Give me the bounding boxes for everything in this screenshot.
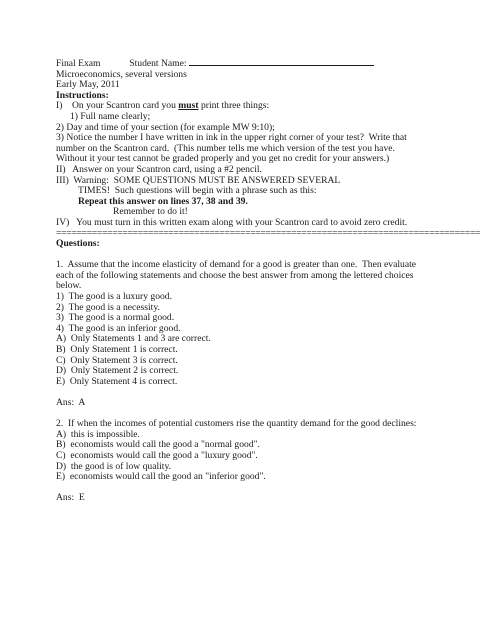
q1-choice-d: D) Only Statement 2 is correct.	[56, 365, 179, 377]
q1-choice-e: E) Only Statement 4 is correct.	[56, 375, 178, 387]
q2-stem: 2. If when the incomes of potential customers rise the quantity demand for the good declines:	[56, 418, 417, 430]
q2-choice-d: D) the good is of low quality.	[56, 460, 172, 472]
instruction-4: IV) You must turn in this written exam along with your Scantron card to avoid zero credit.	[56, 216, 408, 228]
must-emphasis: must	[178, 100, 199, 112]
q2-choice-b: B) economists would call the good a "normal good".	[56, 439, 260, 451]
date-line: Early May, 2011	[56, 79, 120, 91]
q2-choice-e: E) economists would call the good an "inferior good".	[56, 471, 266, 483]
q1-statement-2: 2) The good is a necessity.	[56, 301, 160, 313]
instruction-1-item-1: 1) Full name clearly;	[70, 110, 151, 122]
separator-line: ===================================================================================	[56, 227, 480, 239]
instruction-1-item-3b: number on the Scantron card. (This number tells me which version of the test you have.	[56, 142, 395, 154]
q1-answer: Ans: A	[56, 397, 86, 408]
instruction-1-item-2: 2) Day and time of your section (for example MW 9:10);	[56, 121, 275, 133]
q1-stem-c: below.	[56, 280, 82, 292]
instruction-3-remember: Remember to do it!	[113, 206, 188, 218]
q1-statement-4: 4) The good is an inferior good.	[56, 322, 181, 334]
q1-statement-3: 3) The good is a normal good.	[56, 312, 175, 324]
q2-choice-c: C) economists would call the good a "luxury good".	[56, 449, 258, 461]
q1-choice-b: B) Only Statement 1 is correct.	[56, 344, 178, 356]
q1-stem-b: each of the following statements and choose the best answer from among the lettered choices	[56, 269, 414, 281]
q1-stem-a: 1. Assume that the income elasticity of demand for a good is greater than one. Then evaluate	[56, 259, 417, 271]
student-name-blank	[189, 57, 374, 66]
instruction-2: II) Answer on your Scantron card, using a #2 pencil.	[56, 163, 262, 175]
instruction-1-item-3c: Without it your test cannot be graded properly and you get no credit for your answers.)	[56, 153, 390, 165]
instruction-1-prefix: I) On your Scantron card you	[56, 100, 179, 112]
q1-choice-c: C) Only Statement 3 is correct.	[56, 354, 178, 366]
exam-content	[56, 57, 480, 504]
q1-statement-1: 1) The good is a luxury good.	[56, 291, 173, 303]
q1-choice-a: A) Only Statements 1 and 3 are correct.	[56, 333, 211, 345]
instruction-1-suffix: print three things:	[198, 100, 270, 112]
q2-answer: Ans: E	[56, 492, 85, 504]
exam-label: Final Exam	[56, 58, 101, 69]
instruction-3a: III) Warning: SOME QUESTIONS MUST BE ANSWERED SEVERAL	[56, 174, 341, 186]
student-name-label: Student Name:	[129, 58, 187, 69]
header-row	[56, 57, 426, 70]
instruction-3-repeat: Repeat this answer on lines 37, 38 and 39.	[78, 195, 248, 207]
q2-choice-a: A) this is impossible.	[56, 428, 140, 440]
questions-heading: Questions:	[56, 238, 100, 250]
instruction-1-item-3a: 3) Notice the number I have written in ink in the upper right corner of your test? Write that	[56, 132, 407, 144]
instructions-heading: Instructions:	[56, 89, 109, 101]
instruction-3b: TIMES! Such questions will begin with a phrase such as this:	[78, 185, 317, 197]
course-line: Microeconomics, several versions	[56, 68, 187, 80]
